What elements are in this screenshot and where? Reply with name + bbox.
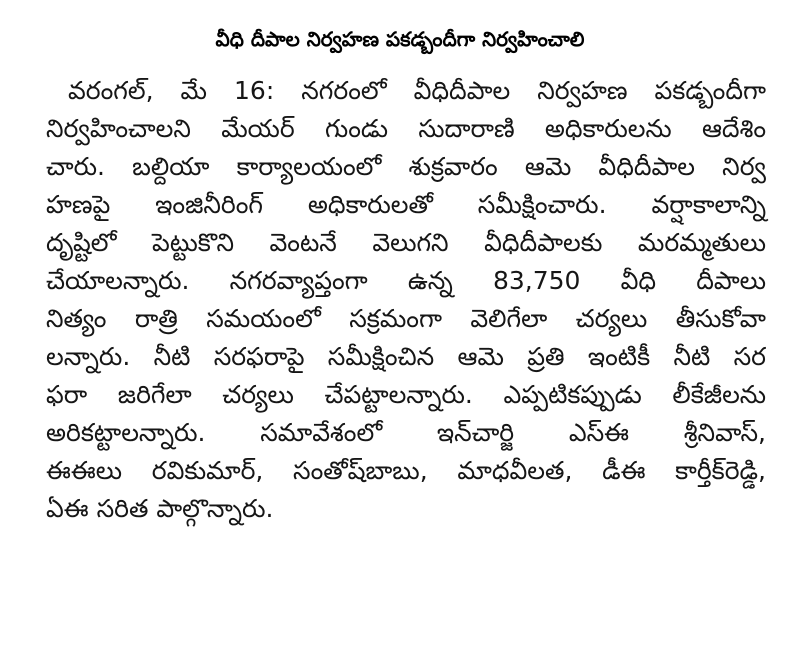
article-headline: వీధి దీపాల నిర్వహణ పకడ్బందీగా నిర్వహించాలి [215,27,585,51]
article-line-9: ఫరా జరిగేలా చర్యలు చేపట్టాలన్నారు. ఎప్పటికప్పుడు లీకేజీలను [46,380,766,409]
article-line-5: దృష్టిలో పెట్టుకొని వెంటనే వెలుగని వీధిదీపాలకు మరమ్మతులు [46,228,766,257]
article-line-11: ఈఈలు రవికుమార్, సంతోష్‌బాబు, మాధవీలత, డీఈ కార్తీక్‌రెడ్డి, [46,456,766,485]
article-body [46,72,766,528]
article-line-12: ఏఈ సరిత పాల్గొన్నారు. [46,494,274,523]
article-line-3: చారు. బల్దియా కార్యాలయంలో శుక్రవారం ఆమె వీధిదీపాల నిర్వ [46,152,766,181]
article-line-1: వరంగల్, మే 16: నగరంలో వీధిదీపాల నిర్వహణ పకడ్బందీగా [68,76,766,105]
article-line-8: లన్నారు. నీటి సరఫరాపై సమీక్షించిన ఆమె ప్రతి ఇంటికీ నీటి సర [46,342,766,371]
article-line-10: అరికట్టాలన్నారు. సమావేశంలో ఇన్‌చార్జి ఎస్ఈ శ్రీనివాస్, [46,418,766,447]
article-line-2: నిర్వహించాలని మేయర్ గుండు సుదారాణి అధికారులను ఆదేశిం [46,114,766,143]
article-line-4: హణపై ఇంజినీరింగ్ అధికారులతో సమీక్షించారు. వర్షాకాలాన్ని [46,190,766,219]
article-line-6: చేయాలన్నారు. నగరవ్యాప్తంగా ఉన్న 83,750 వీధి దీపాలు [46,266,766,295]
article-line-7: నిత్యం రాత్రి సమయంలో సక్రమంగా వెలిగేలా చర్యలు తీసుకోవా [46,304,766,333]
